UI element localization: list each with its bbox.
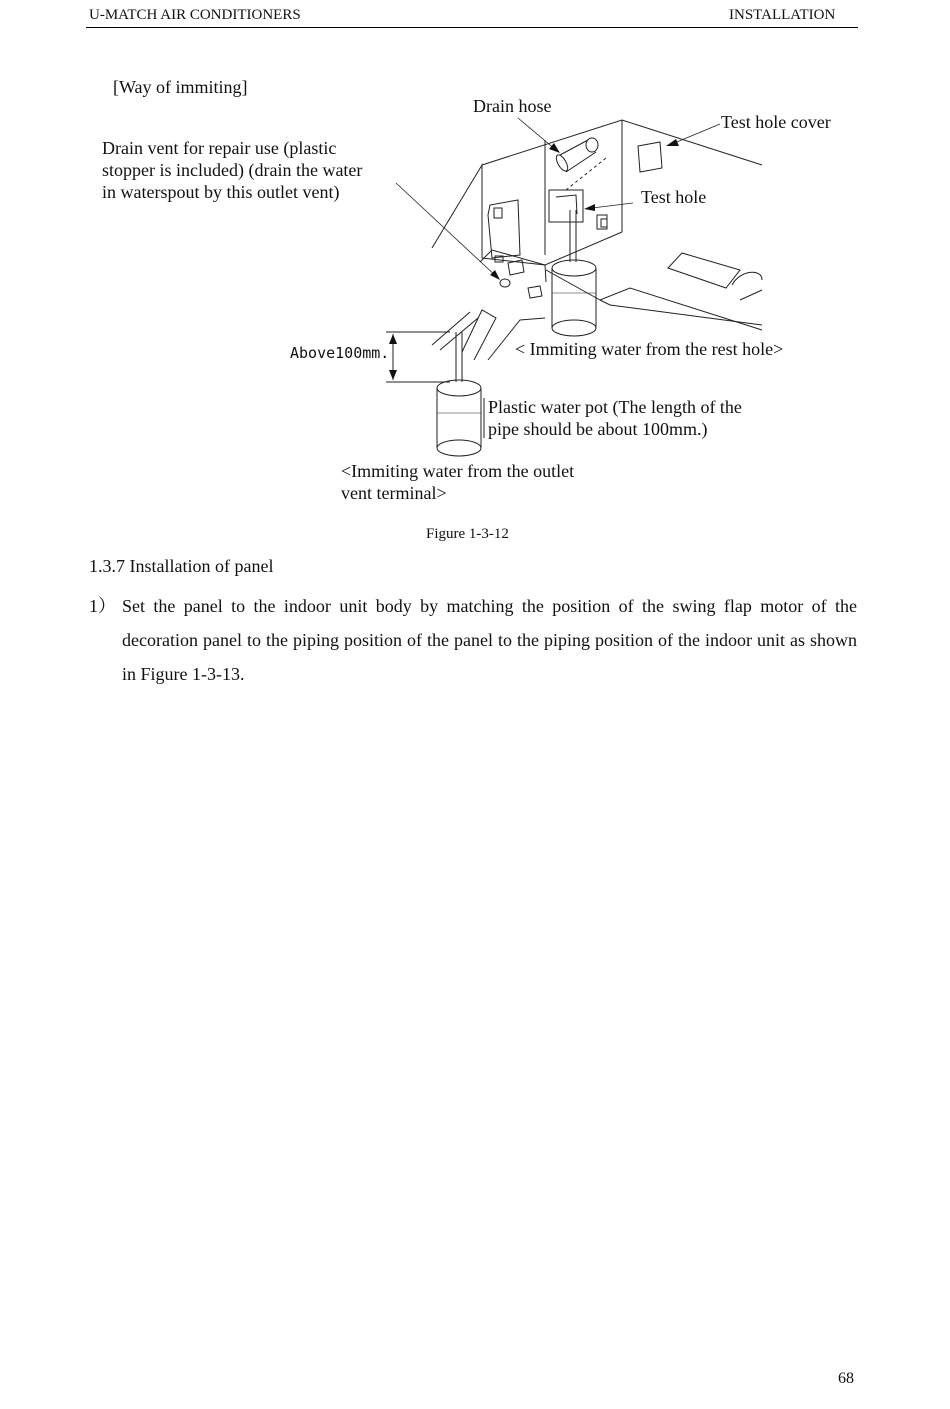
rest-hole-label: < Immiting water from the rest hole> [515,339,784,359]
step-paragraph: Set the panel to the indoor unit body by matching the position of the swing flap motor of the decoration panel to the piping position of the panel to the piping position of the indoor unit as shown in Figure 1-3-13. [122,596,857,684]
water-pot-label-line-2: pipe should be about 100mm.) [488,419,708,439]
mount-bracket [488,200,520,258]
above-dimension-label: Above100mm. [290,344,390,362]
header-right: INSTALLATION [729,7,836,23]
drain-vent-leader [396,183,498,278]
test-hole-cover [638,142,662,172]
outlet-label-line-1: <Immiting water from the outlet [341,461,575,481]
step-number: 1） [89,596,116,616]
drain-hose-label: Drain hose [473,96,552,116]
drain-vent-label-line-2: stopper is included) (drain the water [102,160,363,180]
arrow-dim-top [389,334,397,344]
unit-left-wall [432,165,482,258]
outlet-pot [437,380,481,456]
page-number: 68 [838,1370,854,1387]
way-of-immiting-label: [Way of immiting] [113,77,248,97]
arrow-dim-bottom [389,370,397,380]
header-left: U-MATCH AIR CONDITIONERS [89,7,301,23]
test-hole-label: Test hole [641,187,707,207]
section-heading: 1.3.7 Installation of panel [89,556,274,576]
arrow-test-hole-cover [666,139,679,146]
rest-hole-pot [552,260,596,336]
arrow-drain-hose [549,143,560,153]
drain-vent-label-line-1: Drain vent for repair use (plastic [102,138,337,158]
outlet-label-line-2: vent terminal> [341,483,447,503]
dimension-line [386,332,450,382]
drain-hose [560,140,596,172]
test-hole-box [549,190,583,222]
arrow-test-hole [584,204,595,211]
figure-caption: Figure 1-3-12 [426,526,509,542]
drain-vent-label-line-3: in waterspout by this outlet vent) [102,182,340,202]
water-pot-label-line-1: Plastic water pot (The length of the [488,397,742,417]
test-hole-cover-label: Test hole cover [721,112,831,132]
